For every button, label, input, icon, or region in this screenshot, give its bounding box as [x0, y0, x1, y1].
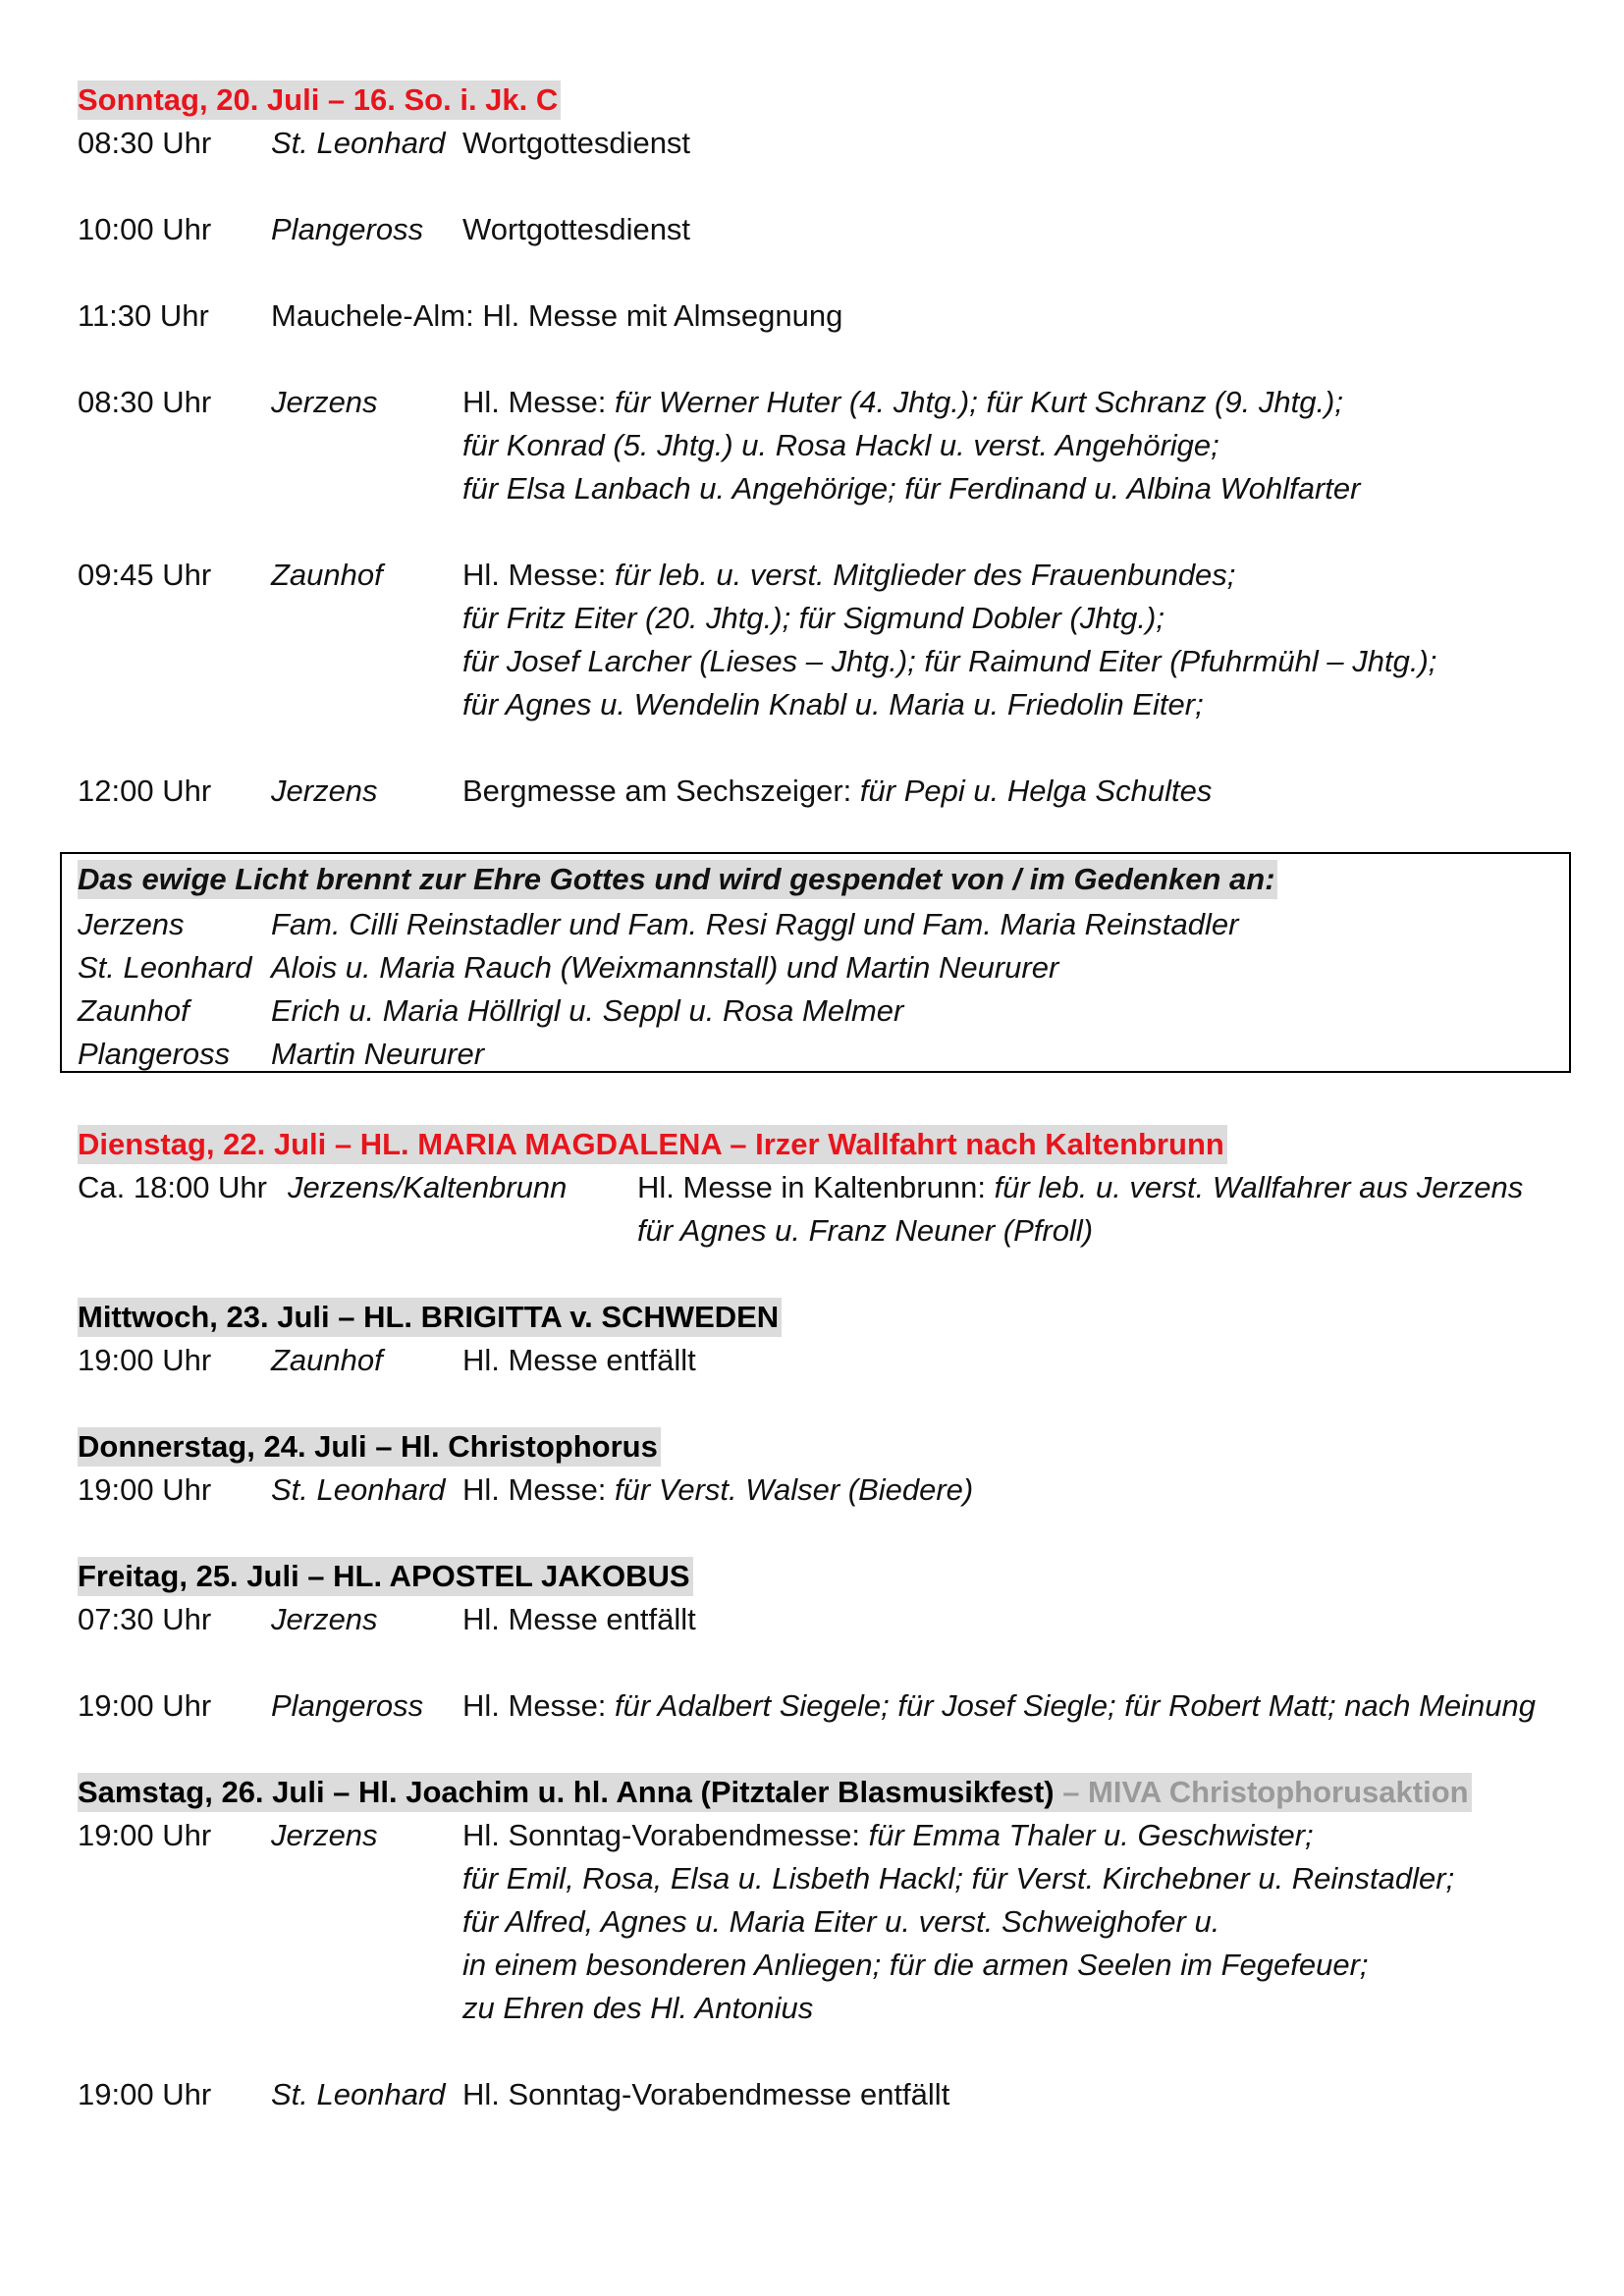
place: Jerzens/Kaltenbrunn: [288, 1170, 568, 1204]
place: Plangeross: [271, 212, 424, 246]
time: 12:00 Uhr: [78, 774, 212, 808]
place: St. Leonhard: [271, 126, 446, 160]
entry-row: [78, 554, 1624, 597]
entry-row: [78, 2073, 1624, 2116]
place: Jerzens: [271, 1818, 378, 1852]
time: 19:00 Uhr: [78, 1472, 212, 1507]
description: Hl. Messe entfällt: [462, 1602, 696, 1636]
description: Wortgottesdienst: [462, 212, 691, 246]
place: Zaunhof: [271, 558, 383, 592]
description: Hl. Messe: für Verst. Walser (Biedere): [462, 1472, 974, 1507]
time: 07:30 Uhr: [78, 1602, 212, 1636]
section-thursday: [78, 1425, 1624, 1512]
intention-line: für Agnes u. Wendelin Knabl u. Maria u. Friedolin Eiter;: [462, 687, 1204, 721]
entry-row: [78, 208, 1624, 251]
description: Hl. Messe: für leb. u. verst. Mitglieder des Frauenbundes;: [462, 558, 1236, 592]
entry-row: [78, 1166, 1624, 1209]
place: Zaunhof: [271, 1343, 383, 1377]
entry-row: [78, 1339, 1624, 1382]
day-header-saturday: Samstag, 26. Juli – Hl. Joachim u. hl. Anna (Pitztaler Blasmusikfest) – MIVA Christophorusaktion: [78, 1773, 1472, 1812]
time: 19:00 Uhr: [78, 2077, 212, 2111]
header-note: – MIVA Christophorusaktion: [1054, 1775, 1469, 1809]
description: Hl. Messe in Kaltenbrunn: für leb. u. verst. Wallfahrer aus Jerzens: [637, 1170, 1524, 1204]
entry-row: [78, 1598, 1624, 1641]
day-header-friday: Freitag, 25. Juli – HL. APOSTEL JAKOBUS: [78, 1557, 693, 1596]
day-header-tuesday: Dienstag, 22. Juli – HL. MARIA MAGDALENA – Irzer Wallfahrt nach Kaltenbrunn: [78, 1125, 1227, 1164]
intention-line: für Agnes u. Franz Neuner (Pfroll): [637, 1213, 1094, 1248]
entry-row: [78, 381, 1624, 424]
description: Hl. Sonntag-Vorabendmesse: für Emma Thaler u. Geschwister;: [462, 1818, 1314, 1852]
intention-line: für Konrad (5. Jhtg.) u. Rosa Hackl u. verst. Angehörige;: [462, 428, 1219, 462]
section-friday: [78, 1555, 1624, 1728]
description: Wortgottesdienst: [462, 126, 691, 160]
description: Hl. Sonntag-Vorabendmesse entfällt: [462, 2077, 950, 2111]
entry-row: [78, 294, 1624, 338]
intention-line: für Fritz Eiter (20. Jhtg.); für Sigmund Dobler (Jhtg.);: [462, 601, 1164, 635]
time: 19:00 Uhr: [78, 1343, 212, 1377]
entry-row: [78, 1468, 1624, 1512]
intention-line: für Josef Larcher (Lieses – Jhtg.); für Raimund Eiter (Pfuhrmühl – Jhtg.);: [462, 644, 1437, 678]
box-title: Das ewige Licht brennt zur Ehre Gottes und wird gespendet von / im Gedenken an:: [78, 860, 1277, 899]
day-header-wednesday: Mittwoch, 23. Juli – HL. BRIGITTA v. SCHWEDEN: [78, 1298, 782, 1337]
place: Plangeross: [271, 1688, 424, 1723]
intention-line: in einem besonderen Anliegen; für die armen Seelen im Fegefeuer;: [462, 1948, 1369, 1982]
entry-row: [78, 122, 1624, 165]
eternal-light-box: Das ewige Licht brennt zur Ehre Gottes und wird gespendet von / im Gedenken an: Jerzens Fam. Cilli Reinstadler und Fam. Resi Raggl und Fam. Maria Reinstadler St. Leonhard Alois u. Maria Rauch (Weixmannstall) und Martin Neururer Zaunhof Erich u. Maria Höllrigl u. Seppl u. Rosa Melmer Plangeross Martin Neururer: [60, 852, 1571, 1073]
time: 11:30 Uhr: [78, 298, 209, 333]
section-tuesday: [78, 1123, 1624, 1253]
time: 10:00 Uhr: [78, 212, 212, 246]
entry-row: [78, 1684, 1624, 1728]
intention-line: für Emil, Rosa, Elsa u. Lisbeth Hackl; für Verst. Kirchebner u. Reinstadler;: [462, 1861, 1455, 1896]
description: Hl. Messe: für Adalbert Siegele; für Josef Siegle; für Robert Matt; nach Meinung: [462, 1688, 1536, 1723]
description: Hl. Messe entfällt: [462, 1343, 696, 1377]
entry-row: [78, 1814, 1624, 1857]
time: 08:30 Uhr: [78, 385, 212, 419]
place: Jerzens: [271, 774, 378, 808]
intention-line: für Alfred, Agnes u. Maria Eiter u. verst. Schweighofer u.: [462, 1904, 1220, 1939]
section-saturday: [78, 1771, 1624, 2116]
section-sunday: [78, 79, 1624, 813]
description: Bergmesse am Sechszeiger: für Pepi u. Helga Schultes: [462, 774, 1213, 808]
time: Ca. 18:00 Uhr: [78, 1170, 267, 1204]
time: 19:00 Uhr: [78, 1818, 212, 1852]
time: 09:45 Uhr: [78, 558, 212, 592]
time: 19:00 Uhr: [78, 1688, 212, 1723]
description: Hl. Messe: für Werner Huter (4. Jhtg.); für Kurt Schranz (9. Jhtg.);: [462, 385, 1343, 419]
intention-line: zu Ehren des Hl. Antonius: [462, 1991, 814, 2025]
place: St. Leonhard: [271, 2077, 446, 2111]
place: Jerzens: [271, 1602, 378, 1636]
place: Jerzens: [271, 385, 378, 419]
time: 08:30 Uhr: [78, 126, 212, 160]
entry-row: [78, 770, 1624, 813]
day-header-thursday: Donnerstag, 24. Juli – Hl. Christophorus: [78, 1427, 661, 1467]
day-header-sunday: Sonntag, 20. Juli – 16. So. i. Jk. C: [78, 80, 561, 120]
intention-line: für Elsa Lanbach u. Angehörige; für Ferdinand u. Albina Wohlfarter: [462, 471, 1361, 506]
description: Mauchele-Alm: Hl. Messe mit Almsegnung: [271, 298, 843, 333]
section-wednesday: [78, 1296, 1624, 1382]
place: St. Leonhard: [271, 1472, 446, 1507]
